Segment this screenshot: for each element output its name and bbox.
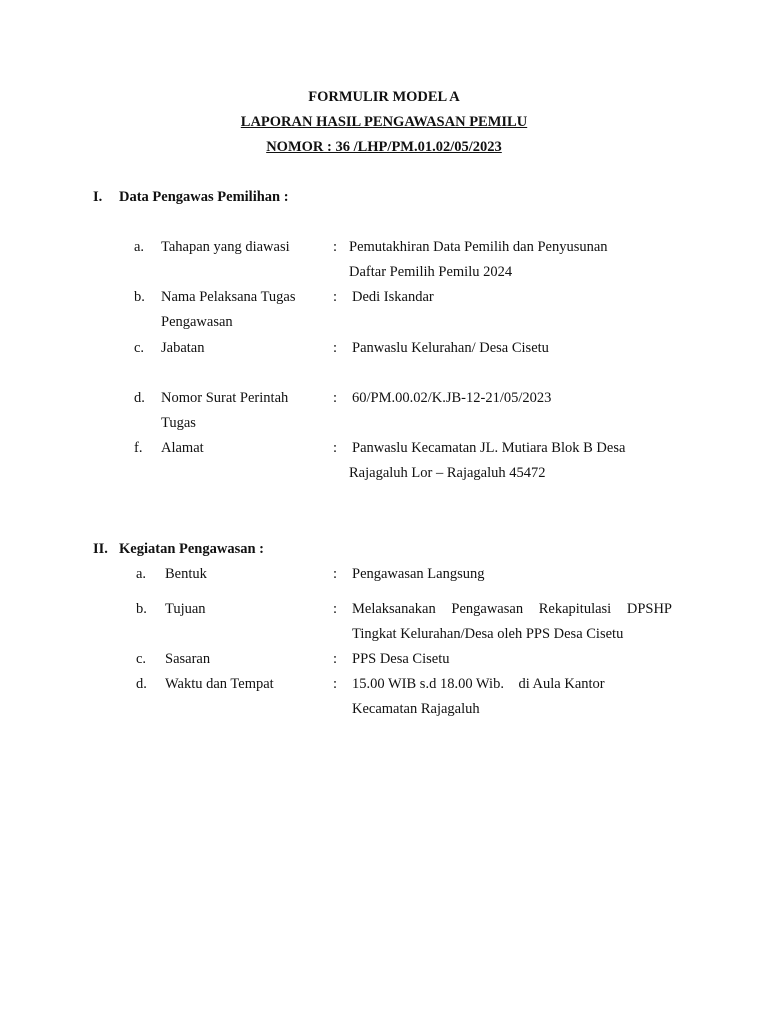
item-value: 60/PM.00.02/K.JB-12-21/05/2023 — [352, 390, 552, 406]
item-label-continued: Tugas — [161, 415, 196, 431]
item-colon: : — [333, 440, 338, 456]
item-value-continued: Daftar Pemilih Pemilu 2024 — [349, 264, 513, 280]
item-colon: : — [333, 239, 338, 255]
item-colon: : — [333, 676, 338, 692]
item-letter: b. — [136, 601, 147, 617]
report-title: LAPORAN HASIL PENGAWASAN PEMILU — [240, 114, 528, 130]
item-letter: d. — [136, 676, 147, 692]
item-colon: : — [333, 651, 338, 667]
item-colon: : — [333, 566, 338, 582]
item-label-continued: Pengawasan — [161, 314, 233, 330]
item-letter: f. — [134, 440, 143, 456]
item-label: Tahapan yang diawasi — [161, 239, 290, 255]
item-value: PPS Desa Cisetu — [352, 651, 450, 667]
item-letter: c. — [134, 340, 145, 356]
item-label: Nama Pelaksana Tugas — [161, 289, 296, 305]
item-value: Panwaslu Kecamatan JL. Mutiara Blok B Desa — [352, 440, 626, 456]
item-value: Panwaslu Kelurahan/ Desa Cisetu — [352, 340, 549, 356]
item-colon: : — [333, 289, 338, 305]
item-letter: a. — [134, 239, 145, 255]
item-colon: : — [333, 601, 338, 617]
item-value-continued: Tingkat Kelurahan/Desa oleh PPS Desa Cisetu — [352, 626, 624, 642]
item-letter: a. — [136, 566, 147, 582]
item-value: Pemutakhiran Data Pemilih dan Penyusunan — [349, 239, 608, 255]
item-label: Alamat — [161, 440, 204, 456]
item-value: 15.00 WIB s.d 18.00 Wib. di Aula Kantor — [352, 676, 605, 692]
section-1-heading: Data Pengawas Pemilihan : — [119, 189, 289, 205]
section-2-heading: Kegiatan Pengawasan : — [119, 541, 264, 557]
item-letter: d. — [134, 390, 145, 406]
form-title: FORMULIR MODEL A — [308, 89, 460, 105]
item-label: Waktu dan Tempat — [165, 676, 274, 692]
item-label: Nomor Surat Perintah — [161, 390, 289, 406]
item-letter: b. — [134, 289, 145, 305]
item-colon: : — [333, 390, 338, 406]
item-colon: : — [333, 340, 338, 356]
item-value: Melaksanakan Pengawasan Rekapitulasi DPSHP — [352, 601, 672, 617]
report-number: NOMOR : 36 /LHP/PM.01.02/05/2023 — [266, 139, 502, 155]
item-label: Tujuan — [165, 601, 206, 617]
item-value-continued: Kecamatan Rajagaluh — [352, 701, 480, 717]
item-value: Pengawasan Langsung — [352, 566, 485, 582]
item-label: Jabatan — [161, 340, 205, 356]
item-letter: c. — [136, 651, 147, 667]
item-value: Dedi Iskandar — [352, 289, 434, 305]
item-value-continued: Rajagaluh Lor – Rajagaluh 45472 — [349, 465, 546, 481]
item-label: Sasaran — [165, 651, 211, 667]
section-2-numeral: II. — [93, 541, 108, 557]
section-1-numeral: I. — [93, 189, 103, 205]
item-label: Bentuk — [165, 566, 207, 582]
